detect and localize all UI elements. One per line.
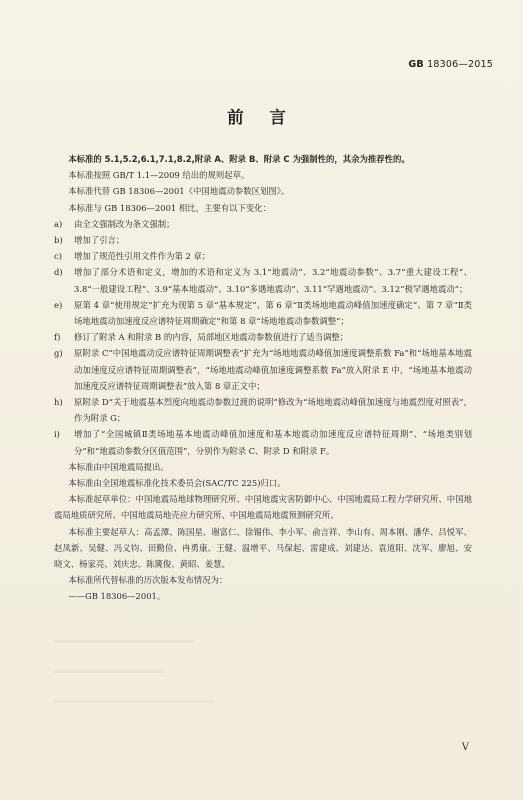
show-through-mark (54, 700, 214, 703)
proposed-by-paragraph: 本标准由中国地震局提出。 (68, 461, 169, 472)
change-item (54, 248, 472, 264)
change-item (54, 394, 472, 426)
change-text: 原附录 C“中国地震动反应谱特征周期调整表”扩充为“场地地震动峰值加速度调整系数 Fa”和“场地基本地震动加速度反应谱特征周期调整表”，“场地地震动峰值加速度调整系数 Fa”放入附录 E 中，“场地基本地震动加速度反应谱特征周期调整表”放入第 8 章正文中； (74, 348, 472, 391)
change-marker: g) (54, 348, 63, 359)
standard-year-number: 18306—2015 (427, 59, 493, 70)
changes-intro-paragraph: 本标准与 GB 18306—2001 相比，主要有以下变化： (68, 202, 272, 213)
change-item (54, 426, 472, 458)
change-text: 增加了“全国城镇Ⅱ类场地基本地震动峰值加速度和基本地震动加速度反应谱特征周期”、“场地类别划分”和“地震动参数分区值范围”，分别作为附录 C、附录 D 和附录 F。 (74, 429, 472, 456)
change-item (54, 264, 472, 296)
change-item (54, 345, 472, 394)
show-through-mark (54, 640, 194, 643)
page-title: 前 言 (227, 108, 296, 127)
drafting-rules-paragraph: 本标准按照 GB/T 1.1—2009 给出的规则起草。 (68, 170, 250, 181)
show-through-mark (54, 670, 164, 673)
standard-code: GB (408, 59, 424, 70)
drafting-units-paragraph: 本标准起草单位：中国地震局地球物理研究所、中国地震灾害防御中心、中国地震局工程力学研究所、中国地震局地质研究所、中国地震局地壳应力研究所、中国地震局地震预测研究所。 (54, 494, 472, 521)
drafters-paragraph: 本标准主要起草人：高孟潭、陈国星、谢富仁、徐锡伟、李小军、俞言祥、李山有、周本刚、潘华、吕悦军、赵凤新、吴健、冯义钧、田勤俭、冉勇康、王健、温增平、马保起、雷建成、刘建达、袁道阳、沈军、廖旭、安晓文、杨家亮、刘庆忠、陈篪俊、黄昭、姜慧。 (54, 526, 472, 570)
change-marker: a) (54, 218, 63, 229)
change-item (54, 216, 472, 232)
managed-by-paragraph: 本标准由全国地震标准化技术委员会(SAC/TC 225)归口。 (68, 478, 286, 489)
change-text: 增加了规范性引用文件作为第 2 章； (74, 251, 211, 262)
replaces-paragraph: 本标准代替 GB 18306—2001《中国地震动参数区划图》。 (68, 186, 290, 197)
change-item (54, 297, 472, 329)
change-marker: c) (54, 251, 62, 262)
history-paragraph: 本标准所代替标准的历次版本发布情况为： (68, 575, 228, 586)
change-marker: e) (54, 299, 63, 310)
change-text: 修订了附录 A 和附录 B 的内容，局部地区地震动参数值进行了适当调整； (74, 332, 349, 343)
change-marker: i) (54, 429, 60, 440)
change-item (54, 329, 472, 345)
change-marker: h) (54, 397, 63, 408)
change-item (54, 232, 472, 248)
change-marker: f) (54, 332, 61, 343)
change-marker: b) (54, 235, 63, 246)
change-text: 增加了引言； (74, 235, 125, 246)
change-text: 增加了部分术语和定义，增加的术语和定义为 3.1“地震动”、3.2“地震动参数”、3.7“重大建设工程”、3.8“一般建设工程”、3.9“基本地震动”、3.10“多遇地震动”、3.11“罕遇地震动”、3.12“极罕遇地震动”； (74, 267, 472, 294)
history-item: ——GB 18306—2001。 (68, 591, 166, 602)
mandatory-clauses-statement: 本标准的 5.1,5.2,6.1,7.1,8.2,附录 A、附录 B、附录 C 为强制性的，其余为推荐性的。 (68, 154, 410, 164)
standard-number (408, 59, 493, 70)
change-text: 原附录 D“关于地震基本烈度向地震动参数过渡的说明”修改为“场地地震动峰值加速度与地震烈度对照表”，作为附录 G； (74, 397, 472, 424)
page-number: V (461, 742, 469, 753)
change-marker: d) (54, 267, 63, 278)
change-text: 由全文强制改为条文强制； (74, 218, 175, 229)
foreword-body (54, 151, 472, 605)
change-text: 原第 4 章“使用规定”扩充为现第 5 章“基本规定”、第 6 章“Ⅱ类场地地震动峰值加速度确定”、第 7 章“Ⅱ类场地地震动加速度反应谱特征周期确定”和第 8 章“场地地震动参数调整”； (74, 299, 472, 327)
